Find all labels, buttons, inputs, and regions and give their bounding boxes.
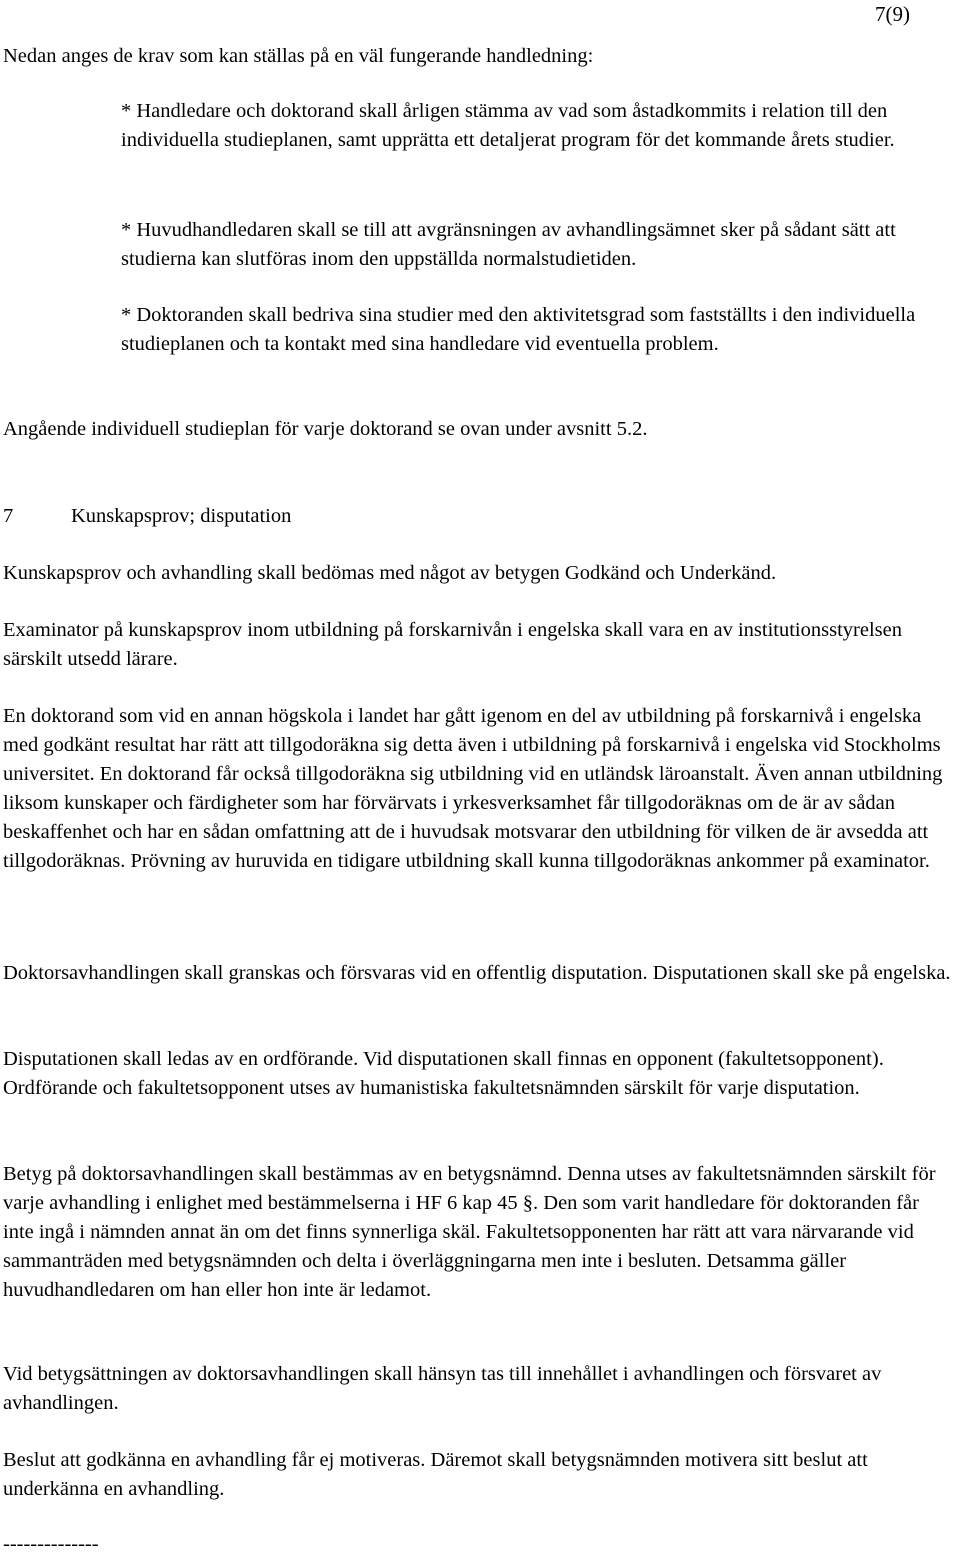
bullet-doctoral-student: * Doktoranden skall bedriva sina studier med den aktivitetsgrad som fastställts i den individuella studieplanen och ta kontakt med sina handledare vid eventuella problem. xyxy=(121,304,916,355)
intro-paragraph: Nedan anges de krav som kan ställas på en väl fungerande handledning: xyxy=(3,45,594,67)
paragraph-decision-motivation: Beslut att godkänna en avhandling får ej motiveras. Däremot skall betygsnämnden motivera sitt beslut att underkänna en avhandling. xyxy=(3,1449,868,1500)
section-number: 7 xyxy=(3,505,14,527)
paragraph-examiner: Examinator på kunskapsprov inom utbildning på forskarnivån i engelska skall vara en av institutionsstyrelsen särskilt utsedd lärare. xyxy=(3,619,902,670)
paragraph-credit-transfer: En doktorand som vid en annan högskola i landet har gått igenom en del av utbildning på forskarnivå i engelska med godkänt resultat har rätt att tillgodoräkna sig detta även i utbildning på forskarnivå i engelska vid Stockholms universitet. En doktorand får också tillgodoräkna sig utbildning vid en utländsk läroanstalt. Även annan utbildning liksom kunskaper och färdigheter som har förvärvats i yrkesverksamhet får tillgodoräknas om de är av sådan beskaffenhet och har en sådan omfattning att de i huvudsak motsvarar den utbildning för vilken de är avsedda att tillgodoräknas. Prövning av huruvida en tidigare utbildning skall kunna tillgodoräknas ankommer på examinator. xyxy=(3,705,943,872)
bullet-main-supervisor: * Huvudhandledaren skall se till att avgränsningen av avhandlingsämnet sker på sådant sätt att studierna kan slutföras inom den uppställda normalstudietiden. xyxy=(121,219,896,270)
section-heading xyxy=(3,502,953,531)
footnote-rule: -------------- xyxy=(3,1533,99,1555)
study-plan-note: Angående individuell studieplan för varje doktorand se ovan under avsnitt 5.2. xyxy=(3,418,648,440)
paragraph-grading-committee: Betyg på doktorsavhandlingen skall bestämmas av en betygsnämnd. Denna utses av fakultetsnämnden särskilt för varje avhandling i enlighet med bestämmelserna i HF 6 kap 45 §. Den som varit handledare för doktoranden får inte ingå i nämnden annat än om det finns synnerliga skäl. Fakultetsopponenten har rätt att vara närvarande vid sammanträden med betygsnämnden och delta i överläggningarna men inte i besluten. Detsamma gäller huvudhandledaren om han eller hon inte är ledamot. xyxy=(3,1163,936,1301)
section-title: Kunskapsprov; disputation xyxy=(71,505,292,527)
paragraph-chair-opponent: Disputationen skall ledas av en ordförande. Vid disputationen skall finnas en opponent (fakultetsopponent). Ordförande och fakultetsopponent utses av humanistiska fakultetsnämnden särskilt för varje disputation. xyxy=(3,1048,884,1099)
paragraph-public-defence: Doktorsavhandlingen skall granskas och försvaras vid en offentlig disputation. Disputationen skall ske på engelska. xyxy=(3,962,951,984)
page-number: 7(9) xyxy=(875,2,910,26)
paragraph-grading: Kunskapsprov och avhandling skall bedömas med något av betygen Godkänd och Underkänd. xyxy=(3,562,777,584)
paragraph-grading-criteria: Vid betygsättningen av doktorsavhandlingen skall hänsyn tas till innehållet i avhandlingen och försvaret av avhandlingen. xyxy=(3,1363,882,1414)
bullet-annual-review: * Handledare och doktorand skall årligen stämma av vad som åstadkommits i relation till den individuella studieplanen, samt upprätta ett detaljerat program för det kommande årets studier. xyxy=(121,100,895,151)
